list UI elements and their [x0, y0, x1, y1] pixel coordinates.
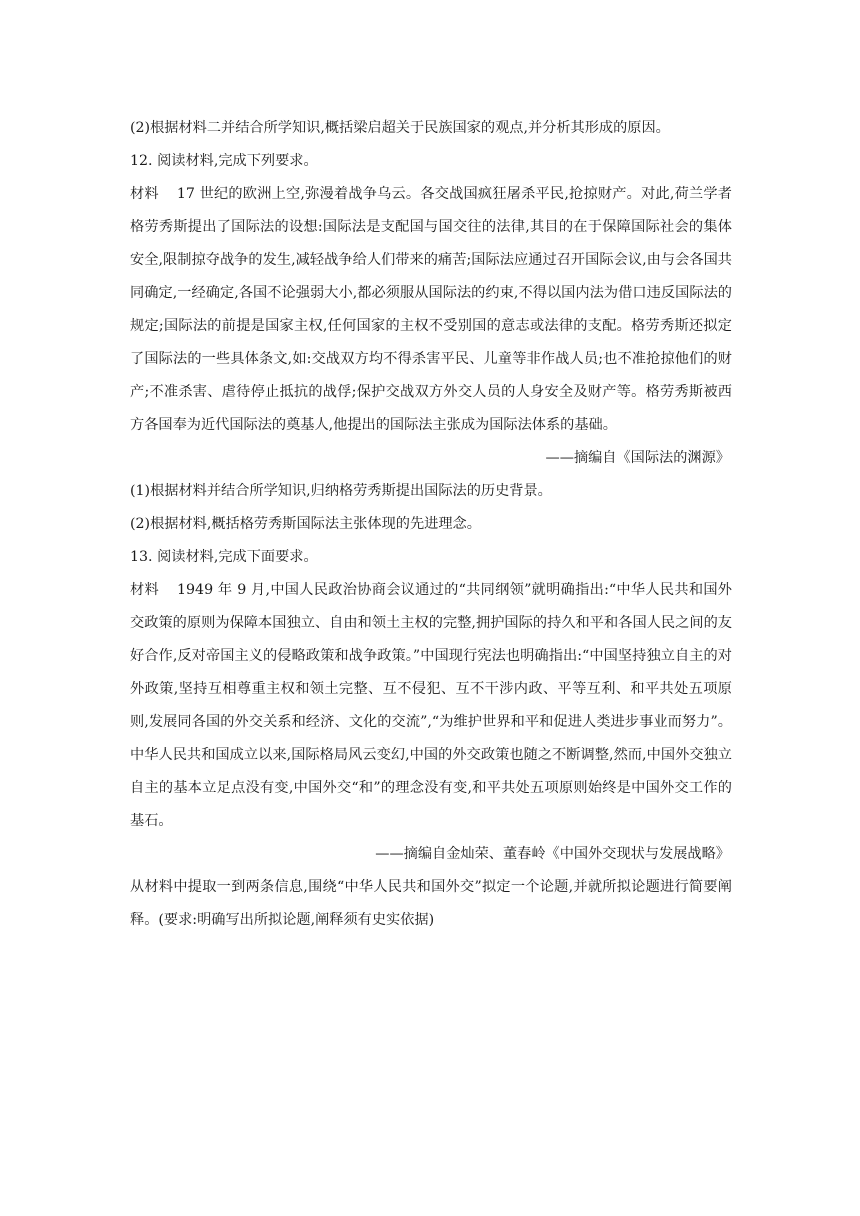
q12-title: 12. 阅读材料,完成下列要求。 [130, 153, 318, 169]
q13-title: 13. 阅读材料,完成下面要求。 [130, 549, 318, 565]
q13-material-label: 材料 [130, 582, 159, 598]
q12-material [130, 178, 732, 442]
q13-source: ——摘编自金灿荣、董春岭《中国外交现状与发展战略》 [375, 846, 730, 862]
q12-sub-question-1: (1)根据材料并结合所学知识,归纳格劳秀斯提出国际法的历史背景。 [130, 483, 552, 499]
q13-material-text: 1949 年 9 月,中国人民政治协商会议通过的“共同纲领”就明确指出:“中华人民共和国外交政策的原则为保障本国独立、自由和领土主权的完整,拥护国际的持久和平和各国人民之间的友好合作,反对帝国主义的侵略政策和战争政策。”中国现行宪法也明确指出:“中国坚持独立自主的对外政策,坚持互相尊重主权和领土完整、互不侵犯、互不干涉内政、平等互利、和平共处五项原则,发展同各国的外交关系和经济、文化的交流”,“为维护世界和平和促进人类进步事业而努力”。中华人民共和国成立以来,国际格局风云变幻,中国的外交政策也随之不断调整,然而,中国外交独立自主的基本立足点没有变,中国外交“和”的理念没有变,和平共处五项原则始终是中国外交工作的基石。 [130, 582, 732, 829]
q12-material-text: 17 世纪的欧洲上空,弥漫着战争乌云。各交战国疯狂屠杀平民,抢掠财产。对此,荷兰学者格劳秀斯提出了国际法的设想:国际法是支配国与国交往的法律,其目的在于保障国际社会的集体安全,限制掠夺战争的发生,减轻战争给人们带来的痛苦;国际法应通过召开国际会议,由与会各国共同确定,一经确定,各国不论强弱大小,都必须服从国际法的约束,不得以国内法为借口违反国际法的规定;国际法的前提是国家主权,任何国家的主权不受别国的意志或法律的支配。格劳秀斯还拟定了国际法的一些具体条文,如:交战双方均不得杀害平民、儿童等非作战人员;也不准抢掠他们的财产;不准杀害、虐待停止抵抗的战俘;保护交战双方外交人员的人身安全及财产等。格劳秀斯被西方各国奉为近代国际法的奠基人,他提出的国际法主张成为国际法体系的基础。 [130, 186, 732, 433]
q13-material [130, 574, 732, 838]
q12-material-label: 材料 [130, 186, 159, 202]
q12-sub-question-2: (2)根据材料,概括格劳秀斯国际法主张体现的先进理念。 [130, 516, 481, 532]
q13-task: 从材料中提取一到两条信息,围绕“中华人民共和国外交”拟定一个论题,并就所拟论题进行简要阐释。(要求:明确写出所拟论题,阐释须有史实依据) [130, 879, 732, 928]
q12-source: ——摘编自《国际法的渊源》 [545, 450, 730, 466]
q11-sub-question-2: (2)根据材料二并结合所学知识,概括梁启超关于民族国家的观点,并分析其形成的原因。 [130, 120, 670, 136]
